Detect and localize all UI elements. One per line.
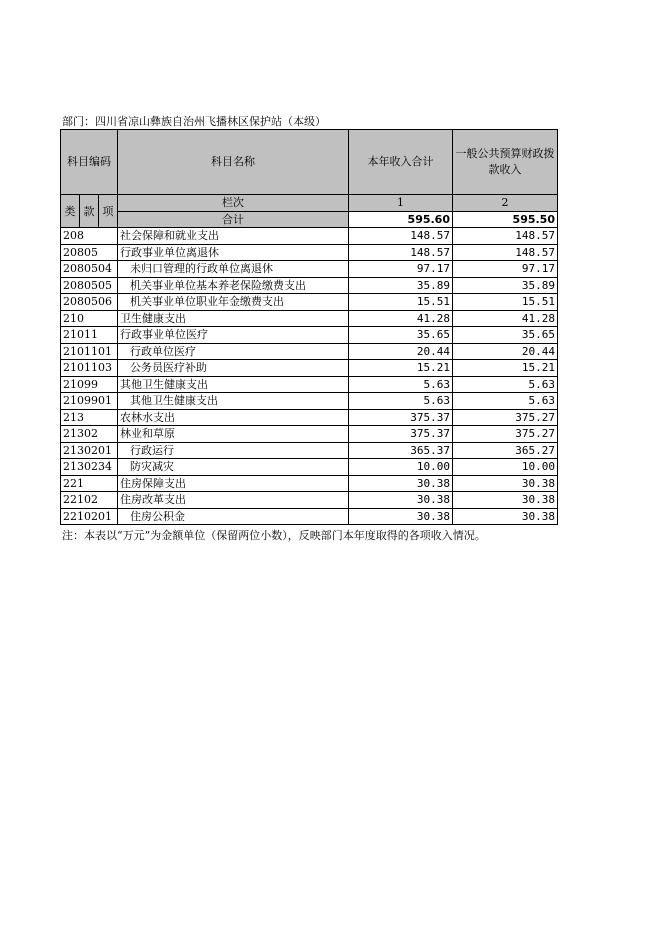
row-general-budget: 375.27 — [453, 409, 558, 426]
row-code: 2109901 — [61, 393, 118, 410]
table-row — [61, 277, 558, 294]
table-row — [61, 393, 558, 410]
row-income-total: 10.00 — [349, 459, 453, 476]
header-kuan: 款 — [80, 195, 99, 228]
row-code: 2080506 — [61, 294, 118, 311]
table-row — [61, 228, 558, 245]
header-name: 科目名称 — [118, 130, 349, 195]
row-name: 行政事业单位医疗 — [118, 327, 349, 344]
row-income-total: 97.17 — [349, 261, 453, 278]
row-code: 208 — [61, 228, 118, 245]
header-income-total: 本年收入合计 — [349, 130, 453, 195]
table-row — [61, 343, 558, 360]
income-table — [60, 129, 558, 525]
header-column-order: 栏次 — [118, 195, 349, 212]
header-general-budget: 一般公共预算财政拨款收入 — [453, 130, 558, 195]
row-general-budget: 30.38 — [453, 492, 558, 509]
row-name: 住房保障支出 — [118, 475, 349, 492]
total-general-budget: 595.50 — [453, 211, 558, 228]
row-general-budget: 30.38 — [453, 475, 558, 492]
table-row — [61, 294, 558, 311]
table-row — [61, 475, 558, 492]
row-name: 机关事业单位职业年金缴费支出 — [118, 294, 349, 311]
header-col1: 1 — [349, 195, 453, 212]
row-name: 卫生健康支出 — [118, 310, 349, 327]
row-name: 其他卫生健康支出 — [118, 393, 349, 410]
row-code: 20805 — [61, 244, 118, 261]
row-income-total: 30.38 — [349, 475, 453, 492]
row-name: 林业和草原 — [118, 426, 349, 443]
row-name: 其他卫生健康支出 — [118, 376, 349, 393]
row-name: 农林水支出 — [118, 409, 349, 426]
row-general-budget: 35.89 — [453, 277, 558, 294]
row-name: 机关事业单位基本养老保险缴费支出 — [118, 277, 349, 294]
row-general-budget: 15.21 — [453, 360, 558, 377]
department-label: 部门：四川省凉山彝族自治州飞播林区保护站（本级） — [62, 115, 326, 128]
total-label: 合计 — [118, 211, 349, 228]
header-lei: 类 — [61, 195, 80, 228]
row-general-budget: 148.57 — [453, 228, 558, 245]
row-code: 221 — [61, 475, 118, 492]
row-name: 住房改革支出 — [118, 492, 349, 509]
table-row — [61, 310, 558, 327]
row-income-total: 20.44 — [349, 343, 453, 360]
row-name: 行政单位医疗 — [118, 343, 349, 360]
row-income-total: 5.63 — [349, 376, 453, 393]
table-row — [61, 376, 558, 393]
table-row — [61, 492, 558, 509]
row-name: 行政运行 — [118, 442, 349, 459]
row-general-budget: 365.27 — [453, 442, 558, 459]
row-name: 住房公积金 — [118, 508, 349, 525]
row-general-budget: 5.63 — [453, 393, 558, 410]
row-name: 防灾减灾 — [118, 459, 349, 476]
row-income-total: 375.37 — [349, 409, 453, 426]
row-name: 公务员医疗补助 — [118, 360, 349, 377]
row-general-budget: 20.44 — [453, 343, 558, 360]
table-row — [61, 244, 558, 261]
row-income-total: 41.28 — [349, 310, 453, 327]
row-code: 21302 — [61, 426, 118, 443]
row-general-budget: 10.00 — [453, 459, 558, 476]
row-name: 行政事业单位离退休 — [118, 244, 349, 261]
row-code: 2101103 — [61, 360, 118, 377]
row-income-total: 30.38 — [349, 492, 453, 509]
table-row — [61, 508, 558, 525]
row-income-total: 15.51 — [349, 294, 453, 311]
row-general-budget: 15.51 — [453, 294, 558, 311]
row-general-budget: 97.17 — [453, 261, 558, 278]
row-income-total: 30.38 — [349, 508, 453, 525]
total-income: 595.60 — [349, 211, 453, 228]
row-code: 2210201 — [61, 508, 118, 525]
table-row — [61, 409, 558, 426]
row-income-total: 375.37 — [349, 426, 453, 443]
row-code: 2130234 — [61, 459, 118, 476]
table-row — [61, 459, 558, 476]
row-general-budget: 35.65 — [453, 327, 558, 344]
row-general-budget: 375.27 — [453, 426, 558, 443]
row-code: 21011 — [61, 327, 118, 344]
row-name: 未归口管理的行政单位离退休 — [118, 261, 349, 278]
row-income-total: 5.63 — [349, 393, 453, 410]
table-row — [61, 360, 558, 377]
row-income-total: 35.89 — [349, 277, 453, 294]
row-general-budget: 30.38 — [453, 508, 558, 525]
row-income-total: 148.57 — [349, 244, 453, 261]
row-code: 2080505 — [61, 277, 118, 294]
row-name: 社会保障和就业支出 — [118, 228, 349, 245]
row-income-total: 15.21 — [349, 360, 453, 377]
row-income-total: 148.57 — [349, 228, 453, 245]
row-general-budget: 148.57 — [453, 244, 558, 261]
header-col2: 2 — [453, 195, 558, 212]
row-code: 2080504 — [61, 261, 118, 278]
row-code: 210 — [61, 310, 118, 327]
header-code: 科目编码 — [61, 130, 118, 195]
row-code: 21099 — [61, 376, 118, 393]
header-xiang: 项 — [99, 195, 118, 228]
table-row — [61, 426, 558, 443]
row-general-budget: 41.28 — [453, 310, 558, 327]
row-income-total: 365.37 — [349, 442, 453, 459]
table-row — [61, 327, 558, 344]
row-income-total: 35.65 — [349, 327, 453, 344]
row-code: 213 — [61, 409, 118, 426]
table-row — [61, 261, 558, 278]
row-code: 22102 — [61, 492, 118, 509]
row-code: 2130201 — [61, 442, 118, 459]
table-row — [61, 442, 558, 459]
row-general-budget: 5.63 — [453, 376, 558, 393]
row-code: 2101101 — [61, 343, 118, 360]
footnote: 注：本表以“万元”为金额单位（保留两位小数），反映部门本年度取得的各项收入情况。 — [62, 529, 486, 542]
